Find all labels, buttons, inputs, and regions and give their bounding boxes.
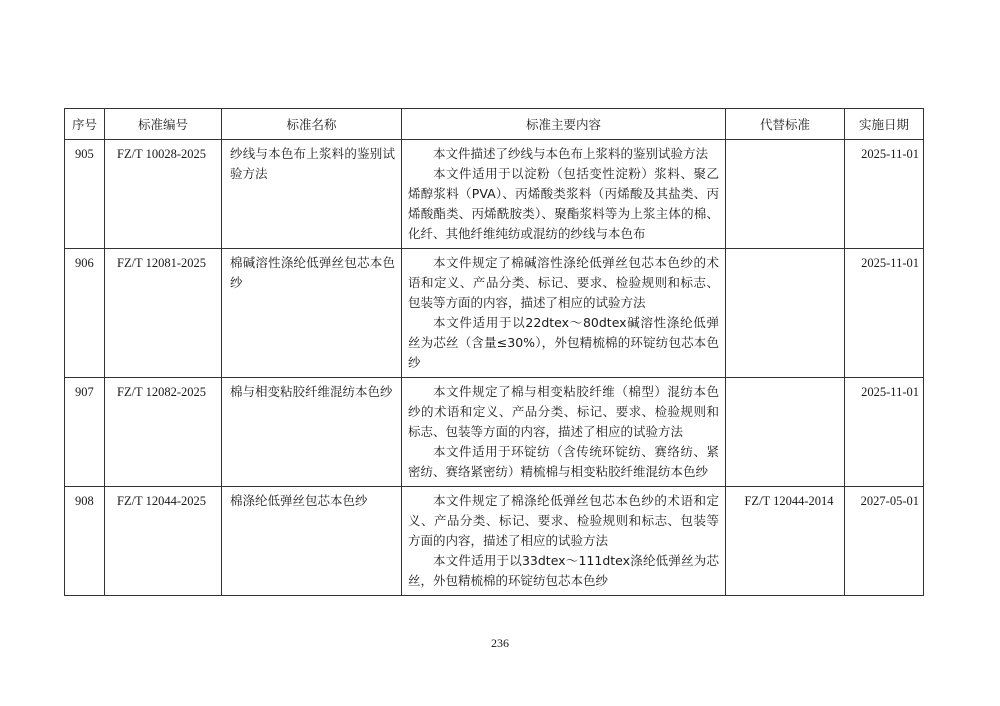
row-content xyxy=(402,249,726,378)
row-seq: 906 xyxy=(65,249,105,378)
header-code: 标准编号 xyxy=(105,109,222,140)
row-seq: 905 xyxy=(65,140,105,249)
header-content: 标准主要内容 xyxy=(402,109,726,140)
content-paragraph: 本文件规定了棉碱溶性涤纶低弹丝包芯本色纱的术语和定义、产品分类、标记、要求、检验规则和标志、包装等方面的内容，描述了相应的试验方法 xyxy=(408,255,719,310)
row-name: 纱线与本色布上浆料的鉴别试验方法 xyxy=(222,140,402,249)
header-name: 标准名称 xyxy=(222,109,402,140)
content-paragraph: 本文件适用于环锭纺（含传统环锭纺、赛络纺、紧密纺、赛络紧密纺）精梳棉与相变粘胶纤维混纺本色纱 xyxy=(408,444,719,479)
row-content xyxy=(402,487,726,596)
table-row xyxy=(65,249,924,378)
row-date: 2025-11-01 xyxy=(845,378,924,487)
row-replaces xyxy=(726,378,845,487)
header-seq: 序号 xyxy=(65,109,105,140)
row-date: 2025-11-01 xyxy=(845,249,924,378)
row-name: 棉涤纶低弹丝包芯本色纱 xyxy=(222,487,402,596)
row-date: 2025-11-01 xyxy=(845,140,924,249)
page-number: 236 xyxy=(491,636,509,650)
row-content xyxy=(402,140,726,249)
content-paragraph: 本文件规定了棉与相变粘胶纤维（棉型）混纺本色纱的术语和定义、产品分类、标记、要求、检验规则和标志、包装等方面的内容，描述了相应的试验方法 xyxy=(408,384,719,439)
content-paragraph: 本文件适用于以22dtex～80dtex碱溶性涤纶低弹丝为芯丝（含量≤30%），外包精梳棉的环锭纺包芯本色纱 xyxy=(408,315,719,370)
row-replaces: FZ/T 12044-2014 xyxy=(726,487,845,596)
content-paragraph: 本文件规定了棉涤纶低弹丝包芯本色纱的术语和定义、产品分类、标记、要求、检验规则和标志、包装等方面的内容，描述了相应的试验方法 xyxy=(408,493,719,548)
row-seq: 908 xyxy=(65,487,105,596)
row-code: FZ/T 12044-2025 xyxy=(105,487,222,596)
table-row xyxy=(65,140,924,249)
row-name: 棉碱溶性涤纶低弹丝包芯本色纱 xyxy=(222,249,402,378)
table-row xyxy=(65,378,924,487)
row-code: FZ/T 10028-2025 xyxy=(105,140,222,249)
content-paragraph: 本文件描述了纱线与本色布上浆料的鉴别试验方法 xyxy=(433,146,709,161)
row-code: FZ/T 12082-2025 xyxy=(105,378,222,487)
content-paragraph: 本文件适用于以淀粉（包括变性淀粉）浆料、聚乙烯醇浆料（PVA）、丙烯酸类浆料（丙烯酸及其盐类、丙烯酸酯类、丙烯酰胺类）、聚酯浆料等为上浆主体的棉、化纤、其他纤维纯纺或混纺的纱线与本色布 xyxy=(408,166,719,241)
header-date: 实施日期 xyxy=(845,109,924,140)
standards-table xyxy=(64,108,924,596)
content-paragraph: 本文件适用于以33dtex～111dtex涤纶低弹丝为芯丝，外包精梳棉的环锭纺包芯本色纱 xyxy=(408,553,719,588)
row-date: 2027-05-01 xyxy=(845,487,924,596)
header-replaces: 代替标准 xyxy=(726,109,845,140)
table-row xyxy=(65,487,924,596)
row-code: FZ/T 12081-2025 xyxy=(105,249,222,378)
row-seq: 907 xyxy=(65,378,105,487)
row-content xyxy=(402,378,726,487)
row-name: 棉与相变粘胶纤维混纺本色纱 xyxy=(222,378,402,487)
row-replaces xyxy=(726,140,845,249)
table-header-row xyxy=(65,109,924,140)
row-replaces xyxy=(726,249,845,378)
